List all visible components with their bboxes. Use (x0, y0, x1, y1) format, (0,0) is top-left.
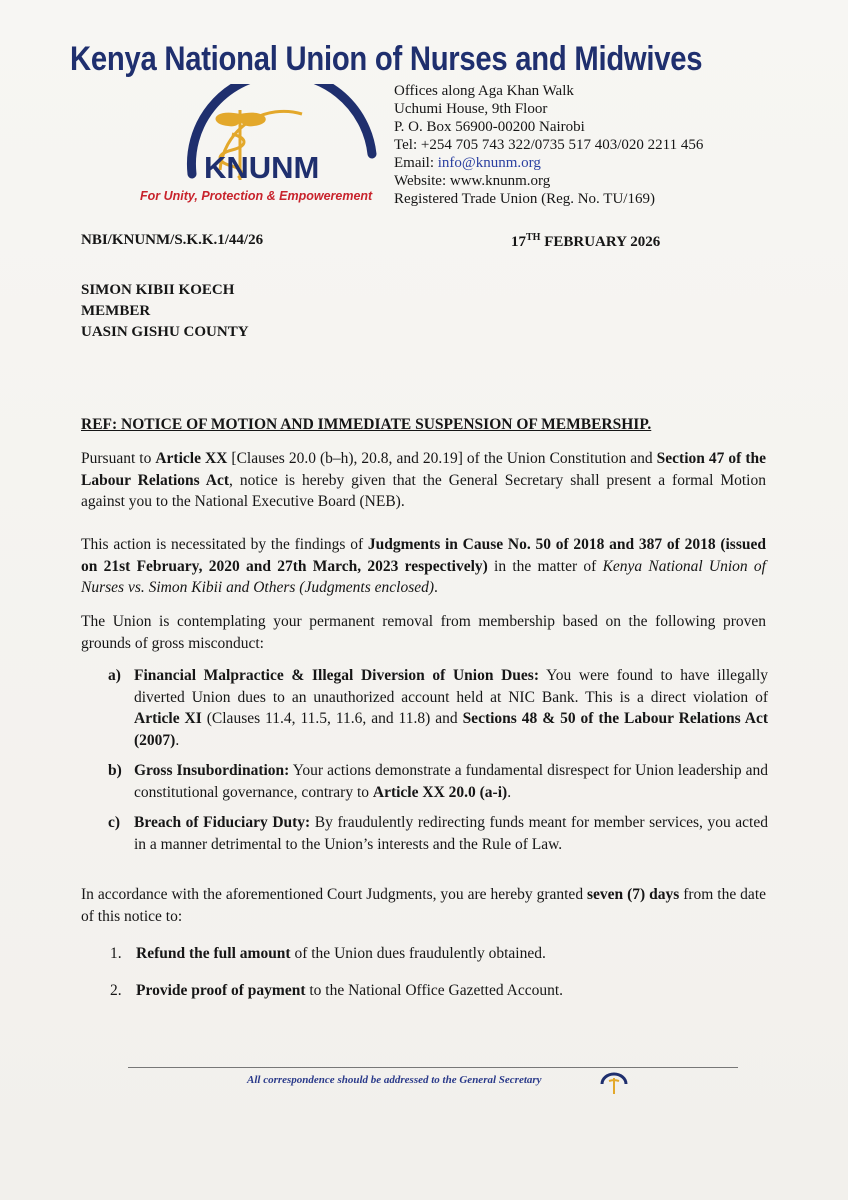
paragraph-deadline (81, 884, 766, 927)
email-link[interactable]: info@knunm.org (437, 155, 541, 171)
recipient-county: UASIN GISHU COUNTY (81, 324, 249, 340)
ground-title: Gross Insubordination: (134, 762, 290, 779)
text: You were found to have illegally diverted Union dues to an unauthorized account held at NIC Bank. This is a direct violation of (134, 667, 768, 706)
logo-abbreviation: KNUNM (204, 150, 320, 185)
text: to the National Office Gazetted Account. (305, 981, 564, 999)
ground-item (108, 665, 768, 751)
date-day: 17 (511, 234, 526, 250)
text: Pursuant to (81, 450, 156, 467)
footer-divider (128, 1067, 738, 1068)
date-suffix: TH (526, 232, 541, 243)
action-title: Provide proof of payment (136, 981, 306, 999)
text: (Clauses 11.4, 11.5, 11.6, and 11.8) and (201, 710, 463, 727)
text: By fraudulently redirecting funds meant for member services, you acted in a manner detrimental to the Union’s interests and the Rule of Law. (134, 814, 768, 853)
address-line: P. O. Box 56900-00200 Nairobi (394, 119, 585, 135)
deadline-days: seven (7) days (587, 886, 680, 903)
footer-emblem-icon (600, 1072, 628, 1096)
article-ref: Article XX 20.0 (a-i) (372, 783, 508, 801)
address-line: Uchumi House, 9th Floor (394, 101, 548, 117)
letter-date (511, 232, 660, 251)
action-item (110, 943, 750, 965)
act-ref: Sections 48 & 50 of the Labour Relations Act (2007) (134, 710, 768, 749)
text: in the matter of (487, 557, 603, 575)
text: . (507, 783, 512, 801)
ground-item (108, 812, 768, 855)
subject-line: REF: NOTICE OF MOTION AND IMMEDIATE SUSPENSION OF MEMBERSHIP. (81, 416, 652, 433)
text: [Clauses 20.0 (b–h), 20.8, and 20.19] of the Union Constitution and (227, 450, 657, 467)
paragraph-judgments (81, 534, 766, 599)
address-line: Offices along Aga Khan Walk (394, 83, 574, 99)
list-marker: b) (108, 762, 122, 779)
article-ref: Article XI (134, 710, 202, 727)
email-label: Email: (394, 155, 438, 171)
grounds-list (108, 665, 768, 864)
text: of the Union dues fraudulently obtained. (290, 945, 546, 962)
tagline: For Unity, Protection & Empowerement (140, 189, 373, 203)
action-item (110, 980, 750, 1002)
date-month-year: FEBRUARY 2026 (540, 234, 661, 250)
email-line (394, 154, 814, 172)
paragraph-notice (81, 448, 766, 513)
text: This action is necessitated by the findings of (81, 536, 368, 553)
website-line[interactable]: Website: www.knunm.org (394, 173, 551, 189)
text: Your actions demonstrate a fundamental disrespect for Union leadership and constitutional governance, contrary to (134, 762, 768, 801)
list-marker: 1. (110, 945, 122, 962)
list-marker: c) (108, 814, 121, 831)
article-ref: Article XX (155, 450, 228, 467)
recipient-name: SIMON KIBII KOECH (81, 282, 235, 298)
ground-title: Financial Malpractice & Illegal Diversion of Union Dues: (134, 667, 540, 684)
required-actions-list (110, 943, 750, 1016)
action-title: Refund the full amount (136, 945, 291, 962)
text: from the date of this notice to: (81, 886, 766, 925)
registration-line: Registered Trade Union (Reg. No. TU/169) (394, 191, 655, 207)
contact-block (394, 82, 814, 208)
ground-item (108, 760, 768, 803)
union-name-heading: Kenya National Union of Nurses and Midwives (70, 40, 703, 78)
list-marker: a) (108, 667, 121, 684)
case-title: Kenya National Union of Nurses vs. Simon Kibii and Others (Judgments enclosed) (81, 557, 766, 596)
text: In accordance with the aforementioned Court Judgments, you are hereby granted (81, 886, 588, 903)
recipient-block (81, 280, 249, 343)
paragraph-contemplation: The Union is contemplating your permanent removal from membership based on the following proven grounds of gross misconduct: (81, 613, 766, 652)
act-ref: Section 47 of the Labour Relations Act (81, 450, 767, 489)
ground-title: Breach of Fiduciary Duty: (134, 814, 311, 831)
list-marker: 2. (110, 981, 122, 999)
text: , notice is hereby given that the General Secretary shall present a formal Motion against you to the National Executive Board (NEB). (81, 471, 766, 510)
text: . (175, 731, 180, 749)
footer-note: All correspondence should be addressed to the General Secretary (247, 1074, 542, 1086)
judgment-ref: Judgments in Cause No. 50 of 2018 and 387 of 2018 (issued on 21st February, 2020 and 27th March, 2023 respectively) (81, 536, 766, 575)
reference-number: NBI/KNUNM/S.K.K.1/44/26 (81, 232, 264, 248)
phone-line: Tel: +254 705 743 322/0735 517 403/020 2211 456 (394, 137, 704, 153)
recipient-title: MEMBER (81, 303, 151, 319)
text: . (434, 579, 438, 596)
